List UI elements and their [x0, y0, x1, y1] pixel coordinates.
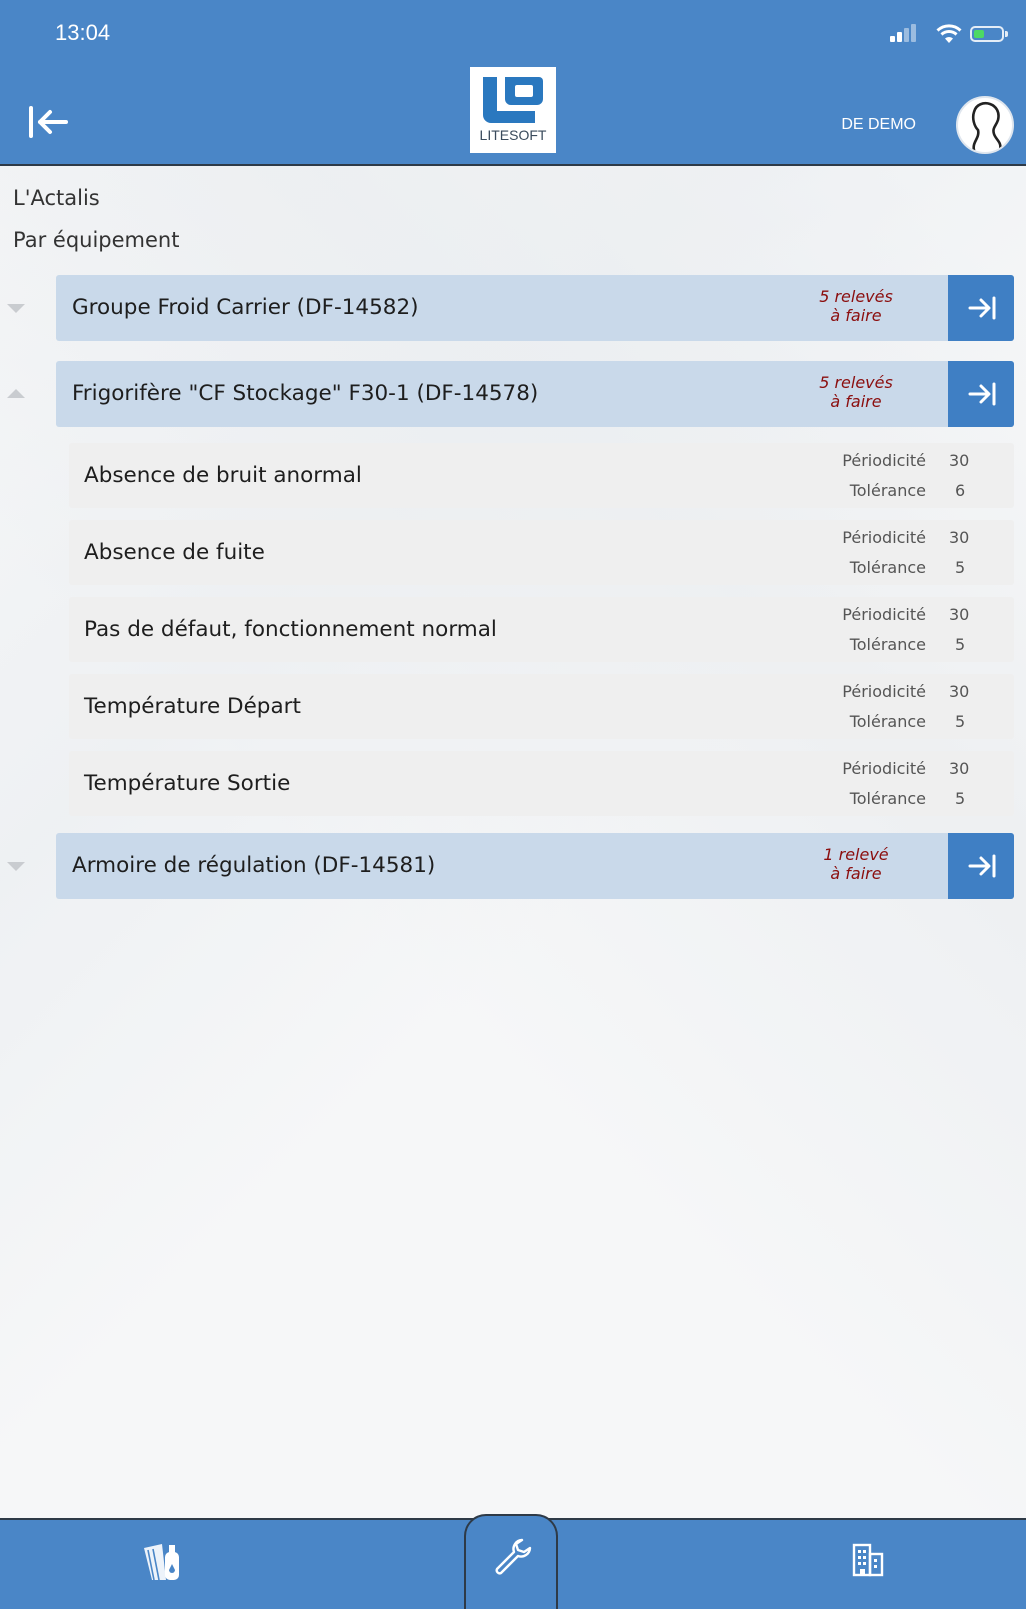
equipment-header[interactable] [56, 361, 1014, 427]
periodicite-value: 30 [949, 528, 970, 547]
control-item-title: Absence de fuite [84, 540, 265, 565]
equipment-title: Frigorifère "CF Stockage" F30-1 (DF-14578) [72, 381, 539, 406]
equipment-row [0, 833, 1026, 899]
open-equipment-button[interactable] [948, 833, 1014, 899]
equipment-header[interactable] [56, 275, 1014, 341]
arrow-to-right-icon [948, 833, 1014, 899]
wifi-icon [936, 24, 962, 44]
building-icon [850, 1542, 886, 1578]
view-mode-label: Par équipement [13, 228, 180, 252]
equipment-header[interactable] [56, 833, 1014, 899]
expand-caret-icon[interactable] [7, 862, 25, 871]
signal-icon [890, 22, 916, 46]
periodicite-value: 30 [949, 682, 970, 701]
tolerance-value: 5 [955, 789, 966, 808]
tolerance-value: 5 [955, 635, 966, 654]
tab-sites[interactable] [820, 1520, 910, 1609]
arrow-to-right-icon [948, 361, 1014, 427]
equipment-title: Armoire de régulation (DF-14581) [72, 853, 436, 878]
collapse-left-icon [26, 103, 70, 143]
periodicite-value: 30 [949, 605, 970, 624]
tolerance-value: 5 [955, 712, 966, 731]
open-equipment-button[interactable] [948, 361, 1014, 427]
equipment-row [0, 361, 1026, 427]
tolerance-label: Tolérance [849, 481, 926, 500]
control-item[interactable] [69, 674, 1014, 739]
control-item[interactable] [69, 751, 1014, 816]
periodicite-label: Périodicité [842, 605, 926, 624]
tolerance-label: Tolérance [849, 789, 926, 808]
equipment-title: Groupe Froid Carrier (DF-14582) [72, 295, 419, 320]
todo-count-line2: à faire [830, 864, 882, 883]
user-name: DE DEMO [841, 116, 916, 133]
periodicite-label: Périodicité [842, 451, 926, 470]
control-item-title: Absence de bruit anormal [84, 463, 362, 488]
back-button[interactable] [26, 103, 70, 143]
tolerance-value: 6 [955, 481, 966, 500]
tab-extinguishers[interactable] [120, 1520, 210, 1609]
arrow-to-right-icon [948, 275, 1014, 341]
app-header [0, 0, 1026, 166]
todo-count [796, 373, 916, 411]
tolerance-label: Tolérance [849, 712, 926, 731]
control-item[interactable] [69, 597, 1014, 662]
todo-count [796, 287, 916, 325]
periodicite-value: 30 [949, 759, 970, 778]
periodicite-value: 30 [949, 451, 970, 470]
open-equipment-button[interactable] [948, 275, 1014, 341]
todo-count-line1: 1 relevé [823, 845, 889, 864]
todo-count-line1: 5 relevés [819, 373, 893, 392]
site-name: L'Actalis [13, 186, 100, 210]
control-item[interactable] [69, 443, 1014, 508]
todo-count-line1: 5 relevés [819, 287, 893, 306]
logo-mark [483, 77, 543, 123]
user-silhouette-icon [958, 98, 1012, 152]
todo-count-line2: à faire [830, 306, 882, 325]
bottom-tab-bar [0, 1518, 1026, 1609]
equipment-row [0, 275, 1026, 341]
periodicite-label: Périodicité [842, 759, 926, 778]
control-item-title: Pas de défaut, fonctionnement normal [84, 617, 497, 642]
litesoft-logo [470, 67, 556, 153]
wrench-icon [492, 1536, 532, 1576]
periodicite-label: Périodicité [842, 528, 926, 547]
todo-count [796, 845, 916, 883]
expand-caret-icon[interactable] [7, 304, 25, 313]
control-item-title: Température Départ [84, 694, 301, 719]
tolerance-value: 5 [955, 558, 966, 577]
tab-maintenance[interactable] [466, 1520, 556, 1609]
logo-text: LITESOFT [479, 127, 547, 143]
status-time: 13:04 [55, 20, 111, 45]
battery-icon [970, 26, 1004, 42]
extinguisher-icon [142, 1540, 188, 1584]
collapse-caret-icon[interactable] [7, 389, 25, 398]
control-item[interactable] [69, 520, 1014, 585]
todo-count-line2: à faire [830, 392, 882, 411]
periodicite-label: Périodicité [842, 682, 926, 701]
control-item-title: Température Sortie [84, 771, 291, 796]
tolerance-label: Tolérance [849, 635, 926, 654]
avatar[interactable] [956, 96, 1014, 154]
tolerance-label: Tolérance [849, 558, 926, 577]
